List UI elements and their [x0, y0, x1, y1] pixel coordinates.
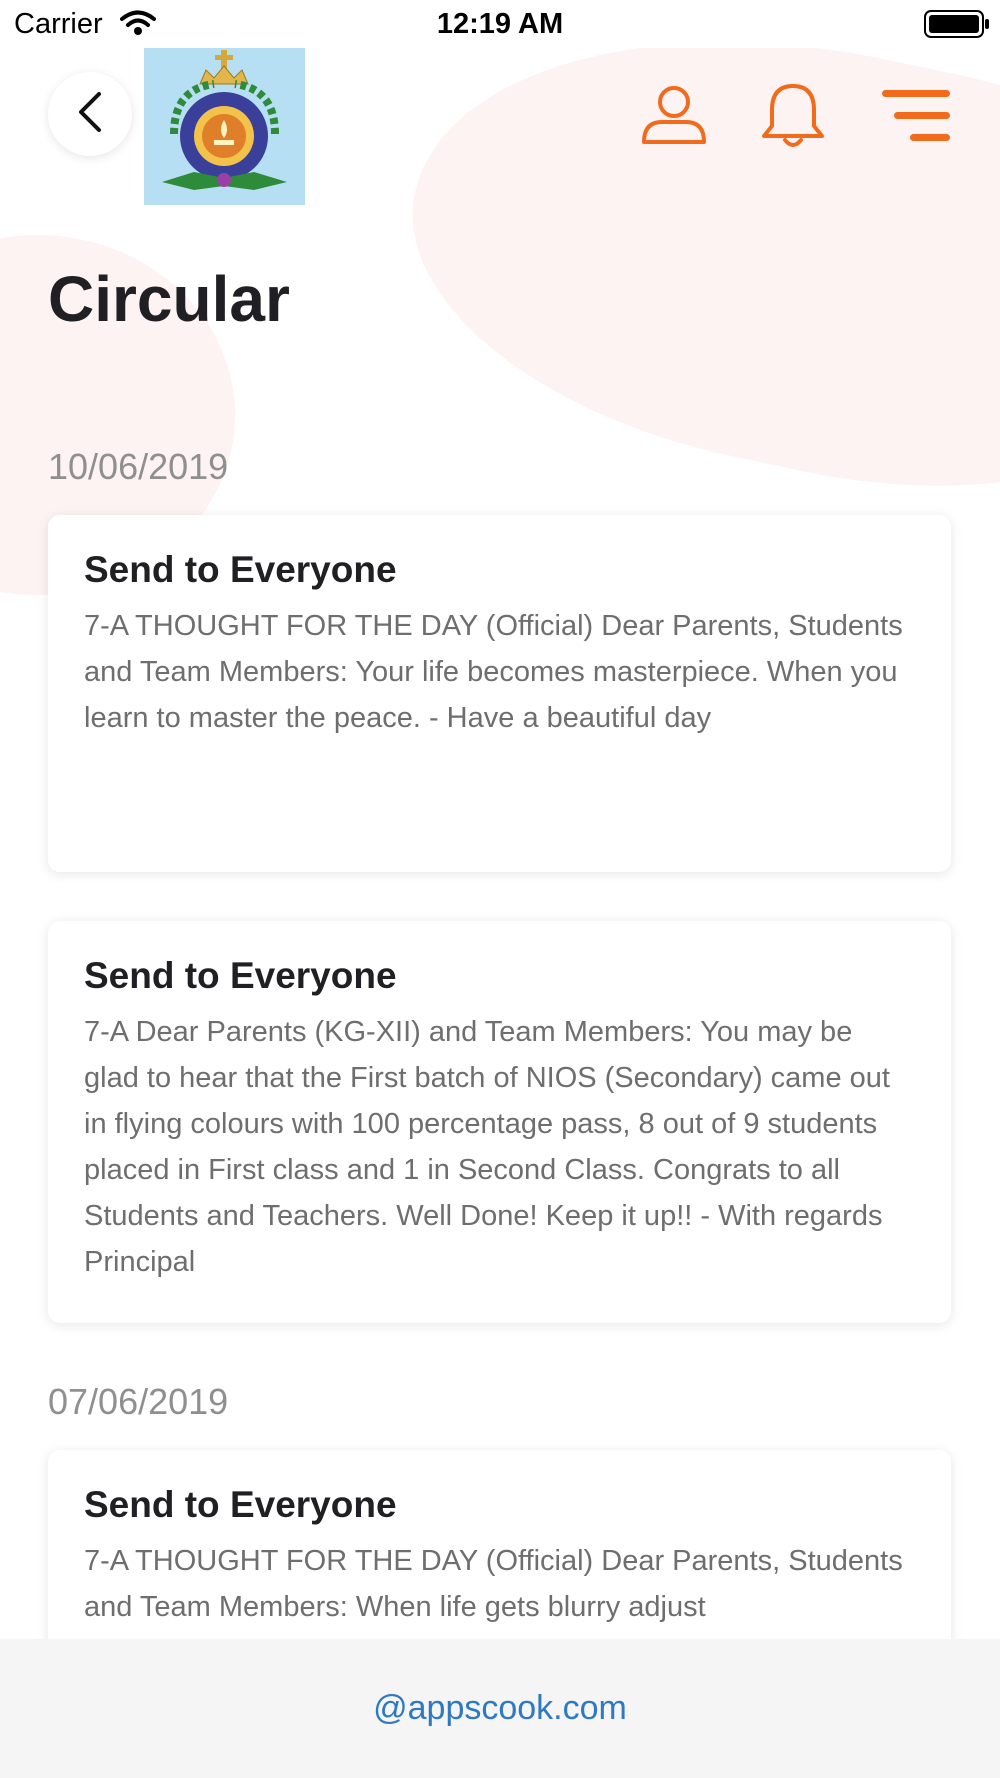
- menu-button[interactable]: [880, 88, 952, 149]
- status-time: 12:19 AM: [436, 8, 564, 40]
- circular-body: 7-A THOUGHT FOR THE DAY (Official) Dear Parents, Students and Team Members: When life gets blurry adjust: [84, 1545, 903, 1623]
- back-button[interactable]: [48, 72, 132, 156]
- status-bar: [0, 0, 1000, 48]
- notifications-button[interactable]: [758, 80, 828, 155]
- profile-button[interactable]: [640, 84, 708, 151]
- menu-icon: [880, 131, 952, 148]
- circular-title: Send to Everyone: [84, 1484, 397, 1525]
- footer-link[interactable]: @appscook.com: [373, 1689, 627, 1727]
- user-icon: [640, 133, 708, 150]
- circular-body: 7-A THOUGHT FOR THE DAY (Official) Dear Parents, Students and Team Members: Your life becomes masterpiece. When you learn to master the peace. - Have a beautiful day: [84, 610, 903, 734]
- school-logo: [144, 44, 305, 205]
- bell-icon: [758, 137, 828, 154]
- background-decoration: [375, 0, 1000, 547]
- circular-body: 7-A Dear Parents (KG-XII) and Team Members: You may be glad to hear that the First batch of NIOS (Secondary) came out in flying colours with 100 percentage pass, 8 out of 9 students placed in First class and 1 in Second Class. Congrats to all Students and Teachers. Well Done! Keep it up!! - With regards Principal: [84, 1016, 890, 1278]
- circular-card[interactable]: [48, 1450, 951, 1670]
- page-title: Circular: [48, 263, 290, 335]
- date-header: 10/06/2019: [48, 446, 229, 487]
- date-header: 07/06/2019: [48, 1381, 229, 1422]
- battery-icon: [924, 10, 990, 43]
- circular-title: Send to Everyone: [84, 955, 397, 996]
- chevron-left-icon: [75, 91, 105, 138]
- circular-card[interactable]: [48, 515, 951, 872]
- circular-card[interactable]: [48, 921, 951, 1323]
- footer: [0, 1639, 1000, 1778]
- circular-title: Send to Everyone: [84, 549, 397, 590]
- carrier-label: Carrier: [14, 8, 103, 40]
